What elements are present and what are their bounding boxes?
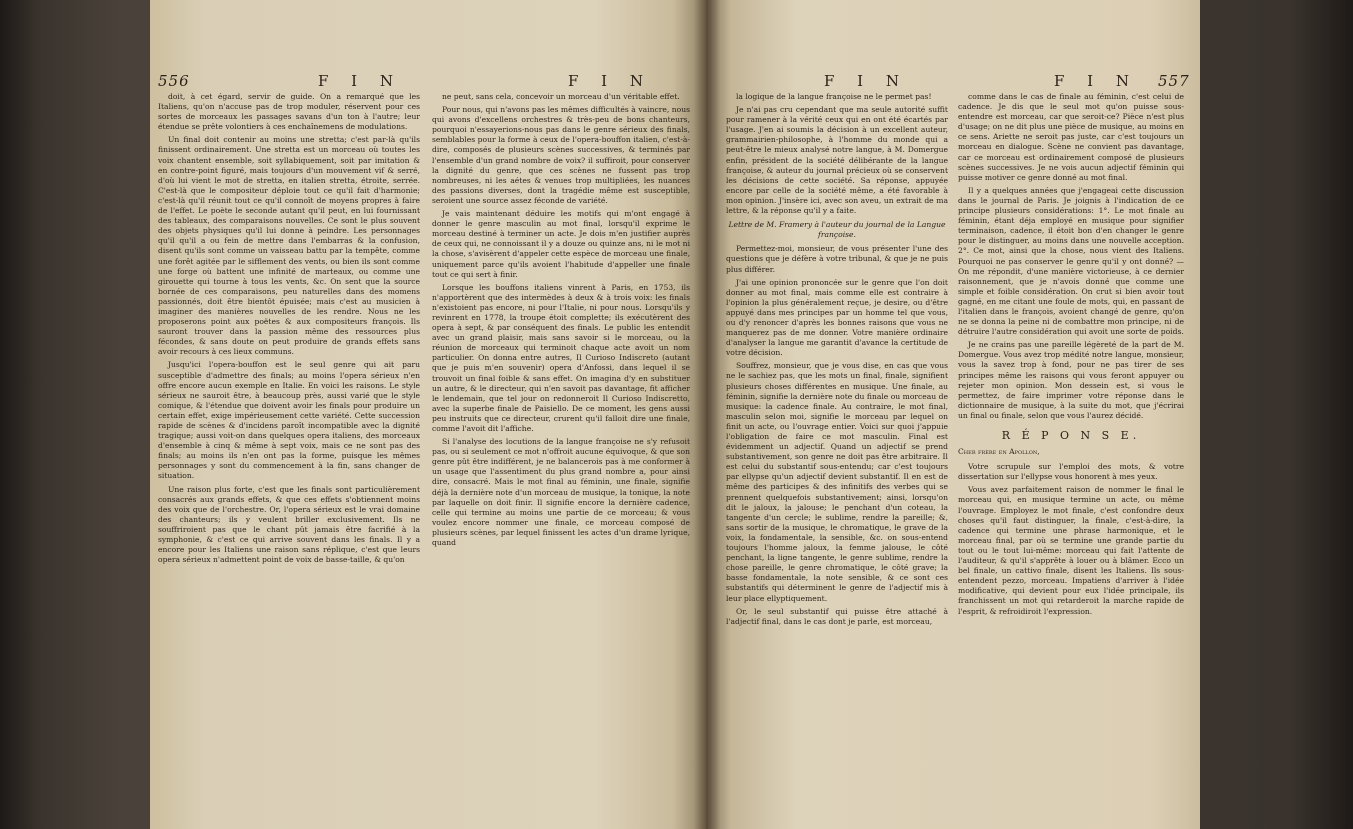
left-page xyxy=(150,0,706,829)
paragraph: Vous avez parfaitement raison de nommer le final le morceau qui, en musique termine un acte, ou même l'ouvrage. Employez le mot finale, c'est confondre deux choses qu'il faut distinguer, la finale, c'est-à-dire, la cadence qui termine une phrase harmonique, et le morceau final, par où se termine une grande partie du tout ou le tout lui-même: morceau qui fait l'attente de l'auditeur, & qu'il s'apprête à louer ou à blâmer. Ecco un bel finale, un cattivo finale, disent les Italiens. Ils sous-entendent pezzo, morceau. Impatiens d'arriver à l'idée modificative, qui devient pour eux l'idée principale, ils franchissent un mot qui retarderoit la marche rapide de l'esprit, & refroidiroit l'expression. xyxy=(958,485,1184,616)
paragraph: Souffrez, monsieur, que je vous dise, en cas que vous ne le sachiez pas, que les mots un final, finale, signifient plusieurs choses différentes en musique. Une finale, au féminin, signifie la dernière note du finale ou morceau de musique: la cadence finale. Au contraire, le mot final, masculin selon moi, signifie le morceau par lequel on finit un acte, ou l'ouvrage entier. Voici sur quoi j'appuie l'obligation de faire ce mot masculin. Final est évidemment un adjectif. Quand un adjectif se prend substantivement, son genre ne doit pas être arbitraire. Il est celui du substantif sous-entendu; car c'est toujours par ellypse qu'un adjectif devient substantif. Il en est de même des participes & des infinitifs des verbes qui se prennent quelquefois substantivement; ainsi, lorsqu'on dit le jaloux, la jalouse; le penchant d'un coteau, la tangente d'un cercle; le sublime, rendre la pareille; &, sans sortir de la musique, le chromatique, le grave de la voix, la fondamentale, la sensible, &c. on sous-entend toujours l'homme jaloux, la femme jalouse, le côté penchant, la ligne tangente, le genre sublime, rendre la chose pareille, le genre chromatique, le côté grave; la basse fondamentale, la note sensible, & ce sont ces substantifs qui déterminent le genre de l'adjectif mis à leur place ellyptiquement. xyxy=(726,361,948,603)
left-running-head xyxy=(158,72,698,94)
paragraph: la logique de la langue françoise ne le permet pas! xyxy=(736,92,932,101)
right-head-title-2: F I N xyxy=(1054,72,1138,90)
paragraph: comme dans le cas de finale au féminin, c'est celui de cadence. Je dis que le seul mot qu'on puisse sous-entendre est morceau, car que seroit-ce? Pièce n'est plus d'usage; on ne dit plus une pièce de musique, au moins en ce sens. Ariette ne seroit pas juste, car c'est toujours un morceau en dialogue. Scène ne convient pas davantage, car ce morceau est ordinairement composé de plusieurs scènes successives. Je ne vois aucun adjectif féminin qui puisse motiver ce genre donné au mot final. xyxy=(958,92,1184,182)
salutation: Cher frère en Apollon, xyxy=(958,447,1040,457)
paragraph: Votre scrupule sur l'emploi des mots, & votre dissertation sur l'ellypse vous honorent à mes yeux. xyxy=(958,462,1184,482)
paragraph: Permettez-moi, monsieur, de vous présenter l'une des questions que je défère à votre tribunal, & que je ne puis plus différer. xyxy=(726,244,948,274)
paragraph: ne peut, sans cela, concevoir un morceau d'un véritable effet. xyxy=(442,92,680,101)
paragraph: Or, le seul substantif qui puisse être attaché à l'adjectif final, dans le cas dont je parle, est morceau, xyxy=(726,606,948,626)
right-column-1 xyxy=(726,92,948,822)
paragraph: Je n'ai pas cru cependant que ma seule autorité suffit pour ramener à la vérité ceux qui en ont été écartés par l'usage. J'en ai soumis la décision à un excellent auteur, grammairien-philosophe, à l'homme du monde qui a peut-être le mieux analysé notre langue, à M. Domergue enfin, président de la société délibérante de la langue françoise, & auteur du journal précieux où se conservent les décisions de cette société. Sa réponse, appuyée encore par celle de la société même, a été favorable à mon opinion. J'insère ici, avec son aveu, un extrait de ma lettre, & la réponse qu'il y a faite. xyxy=(726,105,948,216)
left-head-title-1: F I N xyxy=(318,72,402,90)
paragraph: Je ne crains pas une pareille légèreté de la part de M. Domergue. Vous avez trop médité notre langue, monsieur, vous la savez trop à fond, pour ne pas tirer de ses principes même les raisons qui vous feront appuyer ou rejeter mon opinion. Mon dessein est, si vous le permettez, de faire imprimer votre réponse dans le dictionnaire de musique, à la suite du mot, que j'écrirai un final ou finale, selon que vous l'aurez décidé. xyxy=(958,340,1184,420)
paragraph: Pour nous, qui n'avons pas les mêmes difficultés à vaincre, nous qui avons d'excellens orchestres & très-peu de bons chanteurs, pourquoi n'essayerions-nous pas dans le genre sérieux des finals, semblables pour la forme à ceux de l'opera-bouffon italien, c'est-à-dire, composés de plusieurs scènes successives, & terminés par l'ensemble d'un grand nombre de voix? il suffiroit, pour conserver la dignité du genre, que ces scènes ne fussent pas trop nombreuses, ni les aétes & venues trop multipliées, les nuances des passions diverses, dont la tragédie même est susceptible, seroient une source assez féconde de variété. xyxy=(432,105,690,205)
left-column-2 xyxy=(432,92,690,822)
right-running-head xyxy=(724,72,1194,94)
letter-heading: Lettre de M. Framery à l'auteur du journal de la Langue françoise. xyxy=(728,220,946,240)
paragraph: Une raison plus forte, c'est que les finals sont particulièrement consacrés aux grands effets, & que ces effets s'obtiennent moins des voix que de l'orchestre. Or, l'opera sérieux est le vrai domaine des chanteurs; ils y veulent briller exclusivement. Ils ne souffriroient pas que le chant pût jamais être facrifié à la symphonie, & c'est ce qui arrive souvent dans les finals. Il y a encore pour les Italiens une raison sans réplique, c'est que leurs opera sérieux n'admettent point de voix de basse-taille, & qu'on xyxy=(158,484,420,565)
paragraph: Il y a quelques années que j'engageai cette discussion dans le journal de Paris. Je joignis à l'indication de ce principe plusieurs considérations: 1°. Le mot finale au féminin, étant déja employé en musique pour signifier terminaison, cadence, il étoit bon d'en changer le genre pour le distinguer, au moins dans une nouvelle acception. 2°. Ce mot, ainsi que la chose, nous vient des Italiens. Pourquoi ne pas conserver le genre qu'il y ont donné? — On me répondit, d'une manière victorieuse, à ce dernier raisonnement, que je n'avois donné que comme une simple et foible considération. On crut si bien avoir tout gagné, en me citant une foule de mots, qui, en passant de l'italien dans le françois, avoient changé de genre, qu'on ne se donna la peine ni de combattre mon principe, ni de détruire l'autre considération qui avoit une sorte de poids. xyxy=(958,185,1184,337)
paragraph: Un final doit contenir au moins une stretta; c'est par-là qu'ils finissent ordinairement. Une stretta est un morceau où toutes les voix chantent ensemble, soit syllabiquement, soit par imitation & en contre-point figuré, mais toujours d'un mouvement vif & serré, d'où lui vient le mot de stretta, en italien stretta, étroite, serrée. C'est-là que le compositeur déploie tout ce qu'il fait d'harmonie; c'est-là qu'il réunit tout ce qu'il connoît de moyens propres à faire de l'effet. Le poète le seconde autant qu'il peut, en lui fournissant des tableaux, des comparaisons nouvelles. Ce sont le plus souvent des objets physiques qu'il lui donne à peindre. Les personnages qu'il qu'il a ou fein de mettre dans l'embarras & la confusion, disent qu'ils sont comme un vaisseau battu par la tempête, comme une forêt agitée par le sifflement des vents, ou bien ils sont comme une forge où battent une infinité de marteaux, ou comme une girouette qui tourne à tous les vents, &c. On sent que la source bornée de ces comparaisons, peu naturelles dans des momens passionnés, doit être bientôt épuisée; mais c'est au musicien à imaginer des manières nouvelles de les rendre. Nous ne les proposerons point aux poëtes & aux compositeurs françois. Ils sauront trouver dans la passion même des ressources plus fécondes, & sans doute on peut produire de grands effets sans avoir recours à ces lieux communs. xyxy=(158,135,420,357)
paragraph: Lorsque les bouffons italiens vinrent à Paris, en 1753, ils n'apportèrent que des intermèdes à deux & à trois voix: les finals n'existoient pas encore, ni pour l'Italie, ni pour nous. Lorsqu'ils y revinrent en 1778, la troupe étoit complette; ils exécutèrent des opera à sept, & par conséquent des finals. Le public les entendit avec un grand plaisir, mais sans savoir si le morceau, ou la réunion de morceaux qui terminoit chaque acte avoit un nom particulier. On donna entre autres, Il Curioso Indiscreto (autant que je puis m'en souvenir) opera d'Anfossi, dans lequel il se trouvoit un final foible & sans effet. On imagina d'y en substituer un autre, & le directeur, qui n'en savoit pas davantage, fit afficher le lendemain, que tel jour on redonneroit Il Curioso Indiscretto, avec la superbe finale de Paisiello. De ce moment, les gens aussi peu instruits que ce directeur, crurent qu'il falloit dire une finale, comme l'avoit dit l'affiche. xyxy=(432,282,690,433)
response-heading: R É P O N S E. xyxy=(1001,429,1141,442)
paragraph: Jusqu'ici l'opera-bouffon est le seul genre qui ait paru susceptible d'admettre des finals; au moins l'opera sérieux n'en offre encore aucun exemple en Italie. En voici les raisons. Le style sérieux ne sauroit être, à beaucoup près, aussi varié que le style comique, & l'étendue que doivent avoir les finals pour produire un certain effet, exige impérieusement cette variété. Cette succession rapide de scènes & d'incidens paroît incompatible avec la dignité tragique; aussi voit-on dans quelques opera italiens, des morceaux d'ensemble à cinq & même à sept voix, mais ce ne sont pas des finals; au moins ils n'en ont pas la forme, puisque les mêmes personnages y sont du commencement à la fin, sans changer de situation. xyxy=(158,360,420,481)
left-head-title-2: F I N xyxy=(568,72,652,90)
paragraph: Si l'analyse des locutions de la langue françoise ne s'y refusoit pas, ou si seulement ce mot n'offroit aucune équivoque, & que son genre pût être indifférent, je ne balancerois pas à me conformer à un usage que l'assentiment du plus grand nombre a, pour ainsi dire, consacré. Mais le mot final au féminin, une finale, signifie déjà la dernière note d'un morceau de musique, la tonique, la note par laquelle on doit finir. Il signifie encore la dernière cadence, celle qui termine au moins une partie de ce morceau; & vous voulez encore nommer une finale, ce morceau composé de plusieurs scènes, par lequel finissent les actes d'un drame lyrique, quand xyxy=(432,437,690,548)
right-head-title-1: F I N xyxy=(824,72,908,90)
paragraph: J'ai une opinion prononcée sur le genre que l'on doit donner au mot final, mais comme elle est contraire à l'opinion la plus généralement reçue, je desire, ou d'être appuyé dans mes principes par un homme tel que vous, ou d'y renoncer d'après les bonnes raisons que vous ne manquerez pas de me donner. Votre manière ordinaire d'analyser la langue me garantit d'avance la certitude de votre décision. xyxy=(726,277,948,358)
paragraph: Je vais maintenant déduire les motifs qui m'ont engagé à donner le genre masculin au mot final, lorsqu'il exprime le morceau destiné à terminer un acte. Je dois m'en justifier auprès de ceux qui, ne connoissant il y a douze ou quinze ans, ni le mot ni la chose, s'avisèrent d'appeler cette espèce de morceau une finale, uniquement parce qu'ils avoient l'habitude d'appeller une finale tout ce qui sert à finir. xyxy=(432,209,690,279)
right-column-2 xyxy=(958,92,1184,822)
right-page-number: 557 xyxy=(1158,72,1190,90)
paragraph: doit, à cet égard, servir de guide. On a remarqué que les Italiens, qu'on n'accuse pas de trop moduler, réservent pour ces sortes de morceaux les passages savans d'un ton à l'autre; leur étendue se prête volontiers à ces enchaînemens de modulations. xyxy=(158,92,420,132)
left-page-number: 556 xyxy=(158,72,190,90)
left-column-1 xyxy=(158,92,420,822)
right-page xyxy=(706,0,1200,829)
